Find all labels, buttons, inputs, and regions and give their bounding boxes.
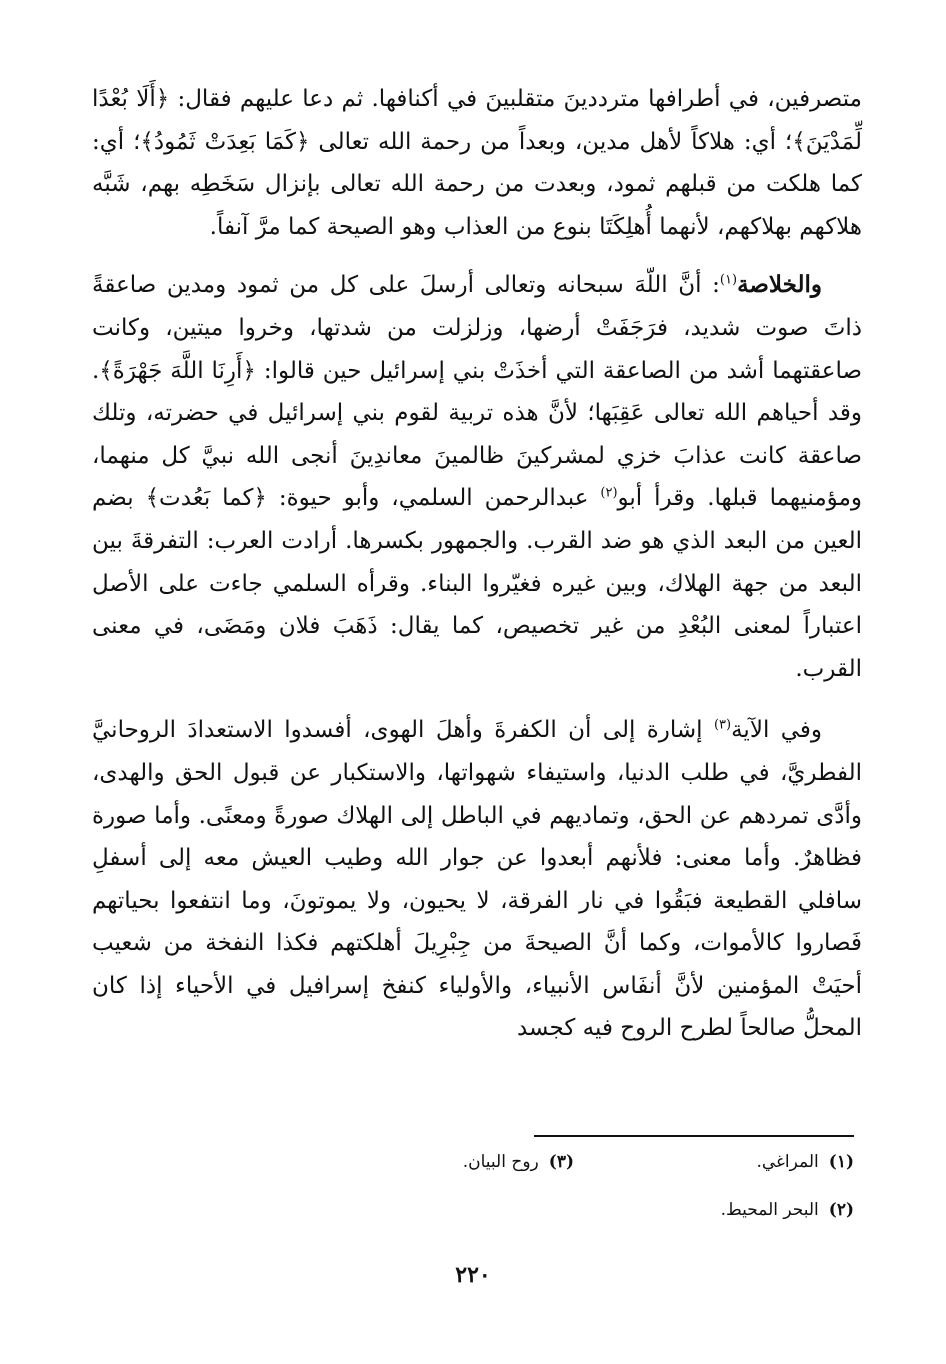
footnote-1-number: (١) [828, 1152, 854, 1172]
paragraph-2-text-b: عبدالرحمن السلمي، وأبو حيوة: ﴿كما بَعُدت﴾ بضم العين من البعد الذي هو ضد القرب. والجمهور بكسرها. أرادت العرب: التفرقةَ بين البعد من جهة الهلاك، وبين غيره فغيّروا البناء. وقرأه السلمي جاءت على الأصل اعتباراً لمعنى البُعْدِ من غير تخصيص، كما يقال: ذَهَبَ فلان ومَضَى، في معنى القرب. [92, 485, 862, 682]
paragraph-2-text-a: : أنَّ اللّهَ سبحانه وتعالى أرسلَ على كل من ثمود ومدين صاعقةً ذاتَ صوت شديد، فرَجَفَتْ أرضها، وزلزلت من شدتها، وخروا ميتين، وكانت صاعقتهما أشد من الصاعقة التي أخذَتْ بني إسرائيل حين قالوا: ﴿أَرِنَا اللَّهَ جَهْرَةً﴾. وقد أحياهم الله تعالى عَقِبَها؛ لأنَّ هذه تربية لقوم بني إسرائيل في حضرته، وتلك صاعقة كانت عذابَ خزي لمشركينَ ظالمينَ معاندِينَ أنجى الله نبيَّ كل منهما، ومؤمنيهما قبلها. وقرأ أبو [92, 272, 862, 512]
footnote-row [254, 1198, 854, 1222]
paragraph-1: متصرفين، في أطرافها مترددينَ متقلبينَ في أكنافها. ثم دعا عليهم فقال: ﴿أَلَا بُعْدًا لِّمَدْيَنَ﴾؛ أي: هلاكاً لأهل مدين، وبعداً من رحمة الله تعالى ﴿كَمَا بَعِدَتْ ثَمُودُ﴾؛ أي: كما هلكت من قبلهم ثمود، وبعدت من رحمة الله تعالى بإنزال سَخَطِه بهم، شَبَّه هلاكهم بهلاكهم، لأنهما أُهلِكَتَا بنوع من العذاب وهو الصيحة كما مرَّ آنفاً. [92, 86, 862, 240]
paragraph-2-lead-word: والخلاصة [737, 271, 822, 299]
footnotes [254, 1150, 854, 1246]
footnote-ref-3[interactable]: (٣) [713, 717, 732, 733]
footnote-3-text: روح البيان. [462, 1152, 539, 1172]
footnote-ref-2[interactable]: (٢) [600, 485, 618, 501]
page-body [92, 78, 862, 1050]
footnote-1 [574, 1150, 854, 1174]
footnote-2 [574, 1198, 854, 1222]
footnote-1-text: المراغي. [756, 1152, 819, 1172]
footnote-ref-1[interactable]: (١) [719, 272, 738, 288]
paragraph-3-text-b: إشارة إلى أن الكفرةَ وأهلَ الهوى، أفسدوا الاستعدادَ الروحانيَّ الفطريَّ، في طلب الدنيا، واستيفاء شهواتها، والاستكبار عن قبول الحق والهدى، وأدَّى تمردهم عن الحق، وتماديهم في الباطل إلى الهلاك صورةً ومعنًى. وأما صورة فظاهرٌ. وأما معنى: فلأنهم أبعدوا عن جوار الله وطيب العيش معه إلى أسفلِ سافلي القطيعة فبَقُوا في نار الفرقة، لا يحيون، ولا يموتونَ، وما انتفعوا بحياتهم فَصاروا كالأموات، وكما أنَّ الصيحةَ من جِبْرِيلَ أهلكتهم فكذا النفخة من شعيب أحيَتْ المؤمنين لأنَّ أنفَاس الأنبياء، والأولياء كنفخ إسرافيل في الأحياء إذا كان المحلُّ صالحاً لطرح الروح فيه كجسد [92, 717, 862, 1042]
footnote-2-text: البحر المحيط. [720, 1200, 819, 1220]
footnote-divider [534, 1135, 854, 1137]
footnote-3 [294, 1150, 574, 1174]
paragraph-3 [92, 709, 862, 1050]
footnote-row [254, 1150, 854, 1174]
footnote-3-number: (٣) [548, 1152, 574, 1172]
page-number: ٢٢٠ [455, 1262, 491, 1288]
paragraph-3-text-a: وفي الآية [731, 717, 822, 744]
paragraph-2 [92, 264, 862, 690]
footnote-2-number: (٢) [828, 1200, 854, 1220]
